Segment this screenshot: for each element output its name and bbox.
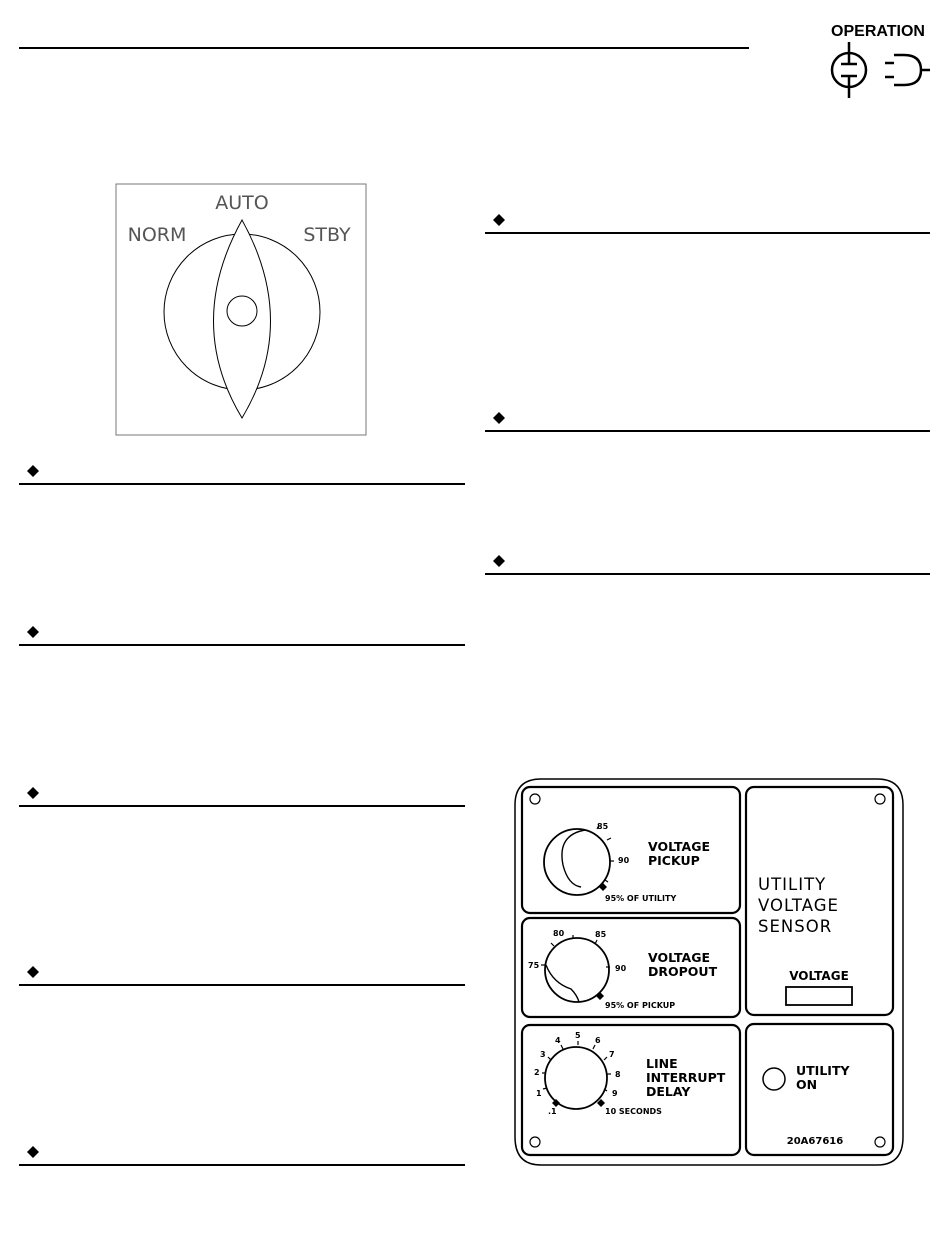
section-rule	[485, 573, 930, 575]
utility-on-label-line1: UTILITY	[796, 1063, 850, 1078]
delay-scale-6: 6	[595, 1036, 601, 1045]
dropout-scale-80: 80	[553, 929, 565, 938]
delay-label-line2: INTERRUPT	[646, 1070, 726, 1085]
section-heading-left-5	[19, 1146, 465, 1168]
diamond-bullet-icon	[493, 555, 505, 567]
part-number: 20A67616	[786, 1136, 844, 1147]
position-label-auto: AUTO	[215, 192, 269, 214]
pickup-label-line2: PICKUP	[648, 853, 700, 868]
utility-voltage-sensor-panel	[513, 777, 905, 1167]
utility-on-label-line2: ON	[796, 1077, 818, 1092]
diamond-bullet-icon	[27, 465, 39, 477]
sensor-title-line3: SENSOR	[758, 917, 833, 936]
section-rule	[19, 984, 465, 986]
plug-icon	[885, 55, 930, 85]
delay-scale-1: 1	[536, 1089, 542, 1098]
utility-on-lamp	[763, 1068, 785, 1090]
diamond-bullet-icon	[27, 966, 39, 978]
delay-scale-7: 7	[609, 1050, 615, 1059]
selector-switch-figure	[115, 183, 367, 436]
section-heading-left-2	[19, 626, 465, 648]
delay-scale-9: 9	[612, 1089, 618, 1098]
pickup-scale-90: 90	[618, 856, 630, 865]
section-rule	[485, 430, 930, 432]
delay-scale-2: 2	[534, 1068, 540, 1077]
section-heading-right-1	[485, 214, 930, 236]
operation-label: OPERATION	[831, 23, 925, 40]
delay-caption: 10 SECONDS	[605, 1107, 662, 1116]
delay-label-line3: DELAY	[646, 1084, 691, 1099]
section-heading-left-1	[19, 465, 465, 487]
delay-scale-4: 4	[555, 1036, 561, 1045]
section-rule	[485, 232, 930, 234]
diamond-bullet-icon	[27, 1146, 39, 1158]
dropout-caption: 95% OF PICKUP	[605, 1001, 676, 1010]
section-rule	[19, 805, 465, 807]
contactor-icon	[832, 42, 866, 98]
dropout-scale-85: 85	[595, 930, 607, 939]
switch-hub	[227, 296, 257, 326]
pickup-label-line1: VOLTAGE	[648, 839, 711, 854]
diamond-bullet-icon	[27, 787, 39, 799]
pickup-scale-85: 85	[597, 822, 609, 831]
sensor-title-line2: VOLTAGE	[758, 896, 839, 915]
dropout-label-line2: DROPOUT	[648, 964, 718, 979]
dropout-scale-90: 90	[615, 964, 627, 973]
dropout-label-line1: VOLTAGE	[648, 950, 711, 965]
section-heading-right-3	[485, 555, 930, 577]
delay-scale-8: 8	[615, 1070, 621, 1079]
header-rule	[19, 47, 749, 49]
sensor-title-line1: UTILITY	[758, 875, 827, 894]
section-rule	[19, 644, 465, 646]
delay-label-line1: LINE	[646, 1056, 678, 1071]
position-label-norm: NORM	[127, 224, 187, 246]
dropout-scale-75: 75	[528, 961, 540, 970]
section-rule	[19, 1164, 465, 1166]
position-label-stby: STBY	[303, 224, 351, 246]
delay-scale-3: 3	[540, 1050, 546, 1059]
operation-badge	[822, 18, 934, 100]
section-heading-left-4	[19, 966, 465, 988]
diamond-bullet-icon	[27, 626, 39, 638]
diamond-bullet-icon	[493, 214, 505, 226]
section-heading-left-3	[19, 787, 465, 809]
delay-scale-5: 5	[575, 1031, 581, 1040]
voltage-indicator-label: VOLTAGE	[789, 969, 849, 983]
section-rule	[19, 483, 465, 485]
delay-scale-point-one: .1	[548, 1107, 557, 1116]
section-heading-right-2	[485, 412, 930, 434]
diamond-bullet-icon	[493, 412, 505, 424]
pickup-caption: 95% OF UTILITY	[605, 894, 677, 903]
